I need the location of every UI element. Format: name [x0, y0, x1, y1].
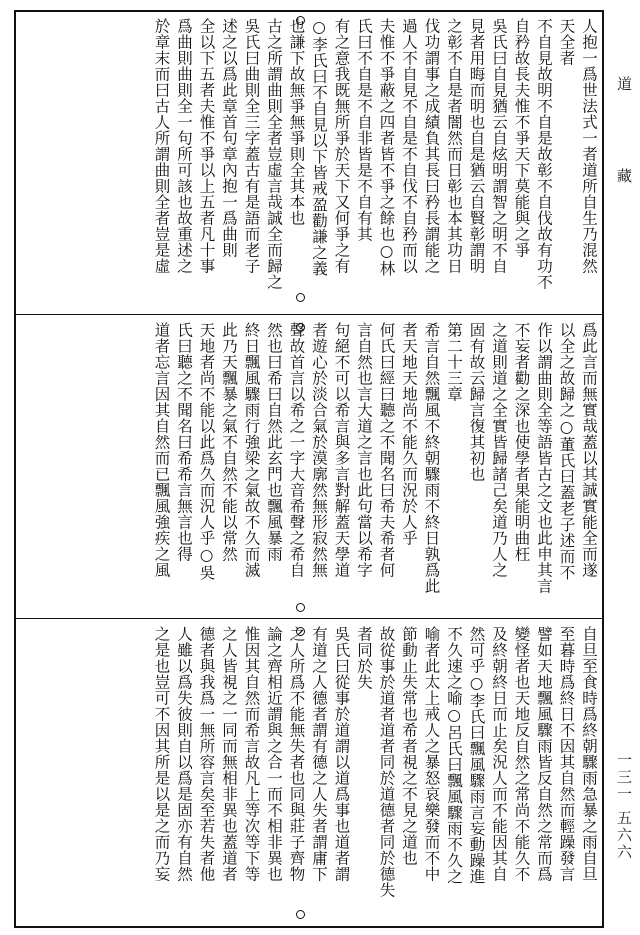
text-column: 者遊心於淡合氣於漠廓然無形寂然無 [310, 322, 328, 578]
text-column: 故從事於道者道者同於道德者同於德失 [377, 626, 396, 898]
text-column: 節動止失常也希者視之不見之道也 [400, 626, 418, 866]
text-column: 吳氏曰自見猶云自炫明謂智之明不自 [490, 18, 508, 274]
text-column: 言自然也言大道之言也此句當以希字 [355, 322, 373, 578]
text-column: 希言自然飄風不終朝驟雨不終日孰爲此 [422, 322, 441, 594]
text-column: 不久速之喻○呂氏曰飄風驟雨不久之 [445, 626, 463, 885]
text-column: 聲故首言以希之一字大音希聲之希自 [287, 322, 306, 578]
text-column: 惟因其自然而希言故凡上等次等下等 [242, 626, 261, 882]
text-column: 道者忘言因其自然而已飄風強疾之風 [152, 322, 171, 578]
text-column: 變怪者也天地反自然之常尚不能久不 [512, 626, 531, 882]
text-column: 夫惟不爭蔽之四者皆不爭之餘也○林 [377, 18, 396, 277]
text-column: 也謙下故無爭無爭則全其本也 [287, 18, 306, 226]
text-column: 吳氏曰從事於道謂以道爲事也道者謂 [332, 626, 351, 882]
text-column: 以全之故歸之○董氏曰蓋老子述而不 [557, 322, 576, 581]
text-column: 譬如天地飄風驟雨皆反自然之常而爲 [535, 626, 553, 882]
text-column: 自旦至食時爲終朝驟雨急暴之雨自旦 [580, 626, 598, 882]
text-column: 有之意我既無所爭於天下又何爭之有 [332, 18, 351, 274]
text-column: 論之齊相近謂與之合一而不相非異也 [265, 626, 283, 882]
text-column: 述之以爲此章首句章內抱一爲曲則 [220, 18, 238, 258]
text-column: 天全者 [557, 18, 576, 66]
text-column: 之彰不自是者闇然而日彰也本其功日 [445, 18, 463, 274]
text-register-bottom [16, 626, 602, 924]
text-column: 此乃天飄暴之氣不自然不能以常然 [220, 322, 238, 562]
register-divider [16, 618, 602, 619]
text-column: 者天地天地尚不能久而況於人乎 [400, 322, 418, 546]
text-column: 至暮時爲終日不因其自然而輕躁發言 [557, 626, 576, 882]
text-column: 德者與我爲一無所容言矣至若失者他 [197, 626, 216, 882]
text-column: 天地者尚不能以此爲久而況人乎○吳 [197, 322, 216, 581]
text-column: 然可乎○李氏曰飄風驟雨言妄動躁進 [467, 626, 486, 885]
text-column: 吳氏曰曲則全三字蓋古有是語而老子 [242, 18, 261, 274]
margin-page-number: 一三一 五六六 [615, 752, 633, 861]
text-column: 然也曰希曰自然此玄門也飄風暴雨 [265, 322, 283, 562]
text-column: 終日飄風驟雨行強梁之氣故不久而滅 [242, 322, 261, 578]
text-column: ○李氏曰不自見以下皆戒盈勸謙之義 [310, 18, 328, 277]
text-column: 氏曰聽之不聞名曰希希言無言也得 [175, 322, 193, 562]
text-column: 不妄者勸之深也使學者果能明曲枉 [512, 322, 531, 562]
text-column: 何氏曰經曰聽之不聞名曰希夫希者何 [377, 322, 396, 578]
text-register-top [16, 18, 602, 308]
text-column: 見者用晦而明也自是猶云自賢彰謂明 [467, 18, 486, 274]
text-column: 爲曲則曲則全一句所可該也故重述之 [175, 18, 193, 274]
text-column: 及終朝終日而止矣況人而不能因其自 [490, 626, 508, 882]
text-column: 作以謂曲則全等語皆古之文也此申其言 [535, 322, 553, 594]
text-column: 不自見故明不自是故彰不自伐故有功不 [535, 18, 553, 290]
text-column: 伐功謂事之成績負其長曰矜長謂能之 [422, 18, 441, 274]
text-column: 自矜故長夫惟不爭天下莫能與之爭 [512, 18, 531, 258]
register-divider [16, 314, 602, 315]
text-column: 第二十三章 [445, 322, 463, 402]
text-column: 之道則道之全實皆歸諸己矣道乃人之 [490, 322, 508, 578]
text-column: 全以下五者夫惟不爭以上五者凡十事 [197, 18, 216, 274]
text-column: 喻者此太上戒人之暴怒哀樂發而不中 [422, 626, 441, 882]
text-column: 古之所謂曲則全者豈虛言哉誠全而歸之 [265, 18, 283, 290]
text-column: 人抱一爲世法式一者道所自生乃混然 [580, 18, 598, 274]
text-column: 之人所爲不能無失者也同與莊子齊物 [287, 626, 306, 882]
text-column: 句絕不可以希言與多言對解蓋天學道 [332, 322, 351, 578]
text-column: 過人不自見不自是不自伐不自矜而以 [400, 18, 418, 274]
text-column: 之是也豈可不因其所是以是之而乃妄 [152, 626, 171, 882]
text-column: 有道之人德者謂有德之人失者謂庸下 [310, 626, 328, 882]
text-column: 之人皆視之一同而無相非異也蓋道者 [220, 626, 238, 882]
text-column: 於章末而曰古人所謂曲則全者豈是虛 [152, 18, 171, 274]
text-register-middle [16, 322, 602, 612]
text-column: 固有故云歸言復其初也 [467, 322, 486, 482]
text-column: 人雖以爲失彼則自以爲是固亦有自然 [175, 626, 193, 882]
margin-title: 道 藏 [615, 76, 633, 219]
text-column: 者同於失 [355, 626, 373, 690]
text-column: 氏曰不自是不自非皆是不自有其 [355, 18, 373, 242]
text-column: 爲此言而無實哉蓋以其誠實能全而遂 [580, 322, 598, 578]
